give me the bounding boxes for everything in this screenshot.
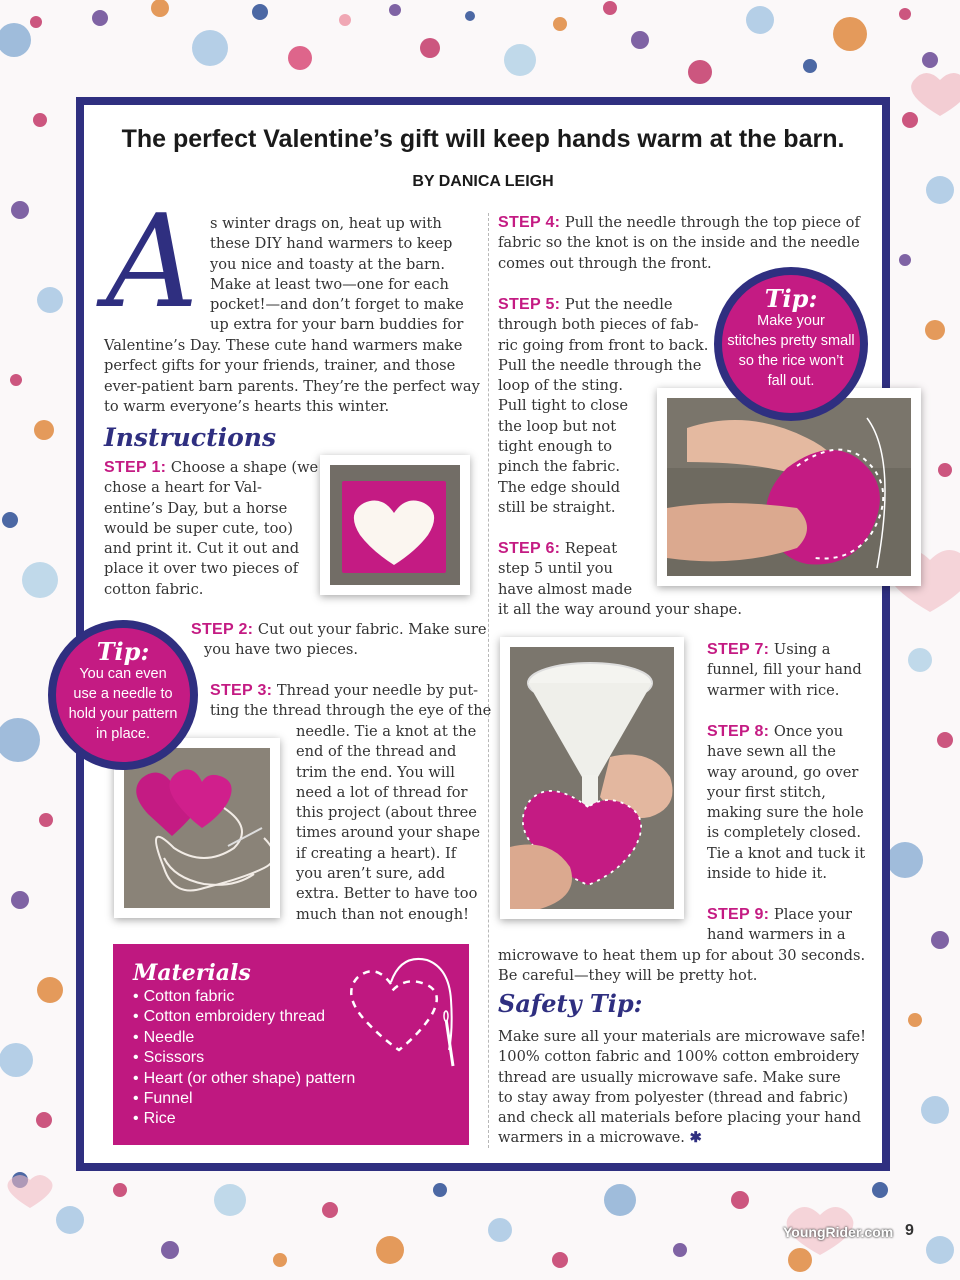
step-line: warmer with rice.	[707, 681, 840, 699]
step-line: place it over two pieces of	[104, 560, 299, 578]
step-line: have sewn all the	[707, 743, 836, 761]
intro-full	[104, 336, 480, 417]
step-line: the loop but not	[498, 417, 617, 435]
instructions-heading: Instructions	[104, 423, 277, 452]
step-line: step 5 until you	[498, 560, 613, 578]
tip-line: You can even	[79, 666, 167, 682]
step-line: you have two pieces.	[204, 641, 359, 659]
step-line: Tie a knot and tuck it	[707, 844, 866, 862]
step-line: Pull the needle through the top piece of	[564, 214, 860, 231]
intro-line: s winter drags on, heat up with	[210, 215, 442, 232]
intro-line: pocket!—and don’t forget to make	[210, 296, 464, 314]
tip-title: Tip:	[764, 284, 818, 313]
step-line: Place your	[773, 906, 852, 923]
list-item: • Cotton embroidery thread	[133, 1007, 355, 1027]
step-line: loop of the sting.	[498, 377, 623, 395]
list-item: • Rice	[133, 1109, 355, 1129]
tip-bubble-right	[714, 267, 868, 421]
step-line: microwave to heat them up for about 30 seconds.	[498, 947, 866, 964]
step-line: needle. Tie a knot at the	[296, 723, 477, 740]
step-2	[191, 620, 487, 661]
step-line: this project (about three	[296, 804, 477, 822]
step-line: your first stitch,	[707, 783, 826, 801]
list-item: • Funnel	[133, 1089, 355, 1109]
intro-indented	[210, 214, 464, 336]
safety-tip-heading: Safety Tip:	[498, 989, 643, 1018]
intro-line: up extra for your barn buddies for	[210, 316, 464, 334]
step-7-label: STEP 7:	[707, 641, 770, 658]
step-line: tight enough to	[498, 438, 613, 456]
step-line: ting the thread through the eye of the	[210, 702, 492, 720]
headline: The perfect Valentine’s gift will keep hands warm at the barn.	[121, 125, 845, 153]
step-line: Put the needle	[564, 296, 673, 313]
intro-line: Valentine’s Day. These cute hand warmers make	[104, 337, 463, 354]
footer-site: YoungRider.com	[783, 1224, 894, 1240]
step-9-body	[498, 946, 865, 987]
tip-line: use a needle to	[73, 686, 173, 702]
step-2-label: STEP 2:	[191, 621, 254, 638]
list-item: • Heart (or other shape) pattern	[133, 1069, 355, 1089]
page-number: 9	[905, 1222, 914, 1239]
step-line: hand warmers in a	[707, 926, 846, 944]
step-line: inside to hide it.	[707, 865, 827, 883]
step-line: need a lot of thread for	[296, 783, 468, 801]
end-mark-icon: ✱	[689, 1129, 702, 1147]
materials-heading: Materials	[133, 960, 251, 986]
tip-bubble-left	[48, 620, 198, 770]
intro-line: perfect gifts for your friends, trainer, and those	[104, 357, 456, 375]
step-line: Repeat	[564, 540, 618, 557]
safety-line: and check all materials before placing your hand	[498, 1109, 862, 1127]
step-6	[498, 539, 742, 620]
step-line: The edge should	[498, 478, 621, 496]
safety-line: Make sure all your materials are microwave safe!	[498, 1028, 867, 1045]
article-frame	[68, 97, 890, 1171]
safety-line: thread are usually microwave safe. Make sure	[498, 1068, 841, 1086]
tip-line: Make your	[757, 313, 825, 329]
step-line: Be careful—they will be pretty hot.	[498, 967, 758, 985]
step-line: Thread your needle by put-	[276, 682, 479, 699]
materials-list	[133, 987, 355, 1130]
step-line: Cut out your fabric. Make sure	[257, 621, 487, 638]
intro-line: you nice and toasty at the barn.	[210, 255, 446, 273]
step-1-label: STEP 1:	[104, 459, 167, 476]
step-line: times around your shape	[296, 824, 480, 842]
step-8	[707, 722, 865, 884]
step-line: much than not enough!	[296, 905, 469, 923]
needle-stitch-heart-icon	[345, 954, 465, 1072]
step-3-body	[296, 722, 480, 925]
photo-felt-heart	[320, 455, 470, 595]
step-7	[707, 640, 862, 701]
step-line: entine’s Day, but a horse	[104, 499, 288, 517]
intro-line: these DIY hand warmers to keep	[210, 235, 453, 253]
step-line: Once you	[773, 723, 844, 740]
step-line: cotton fabric.	[104, 580, 204, 598]
safety-line: warmers in a microwave.	[498, 1129, 685, 1147]
intro-line: to warm everyone’s hearts this winter.	[104, 397, 390, 415]
tip-line: fall out.	[767, 373, 815, 389]
step-line: it all the way around your shape.	[498, 600, 742, 618]
dropcap: A	[106, 188, 199, 337]
byline: BY DANICA LEIGH	[412, 173, 554, 190]
intro-line: ever-patient barn parents. They’re the perfect way	[104, 377, 480, 395]
step-line: Choose a shape (we	[170, 459, 319, 476]
step-line: extra. Better to have too	[296, 885, 478, 903]
tip-line: hold your pattern	[68, 706, 178, 722]
step-line: if creating a heart). If	[296, 844, 457, 862]
step-line: Pull the needle through the	[498, 356, 702, 374]
step-line: ric going from front to back.	[498, 336, 709, 354]
step-line: would be super cute, too)	[104, 519, 293, 537]
intro-line: Make at least two—one for each	[210, 275, 449, 293]
list-item: • Needle	[133, 1028, 355, 1048]
step-line: making sure the hole	[707, 804, 864, 822]
step-3-label: STEP 3:	[210, 682, 273, 699]
step-line: Pull tight to close	[498, 397, 629, 415]
step-line: funnel, fill your hand	[707, 661, 862, 679]
step-line: end of the thread and	[296, 743, 457, 761]
step-line: pinch the fabric.	[498, 458, 621, 476]
materials-box	[113, 944, 469, 1145]
felt-heart-image	[330, 465, 460, 585]
step-3-top	[210, 681, 491, 722]
step-line: chose a heart for Val-	[104, 479, 262, 497]
safety-line: to stay away from polyester (thread and fabric)	[498, 1088, 849, 1106]
funnel-image	[510, 647, 674, 909]
step-line: comes out through the front.	[498, 254, 712, 272]
photo-funnel	[500, 637, 684, 919]
step-line: fabric so the knot is on the inside and the needle	[498, 234, 860, 252]
safety-line: 100% cotton fabric and 100% cotton embroidery	[498, 1048, 860, 1066]
step-line: still be straight.	[498, 498, 616, 516]
step-line: Using a	[773, 641, 831, 658]
hearts-thread-image	[124, 748, 270, 908]
step-line: have almost made	[498, 580, 633, 598]
list-item: • Cotton fabric	[133, 987, 355, 1007]
step-line: trim the end. You will	[296, 763, 455, 781]
step-line: and print it. Cut it out and	[104, 540, 300, 558]
step-4-label: STEP 4:	[498, 214, 561, 231]
step-line: through both pieces of fab-	[498, 316, 699, 334]
step-line: way around, go over	[707, 763, 859, 781]
tip-line: stitches pretty small	[727, 333, 855, 349]
step-line: you aren’t sure, add	[296, 865, 446, 883]
list-item: • Scissors	[133, 1048, 355, 1068]
step-5-label: STEP 5:	[498, 296, 561, 313]
tip-title: Tip:	[96, 637, 150, 666]
step-8-label: STEP 8:	[707, 723, 770, 740]
tip-line: in place.	[95, 726, 150, 742]
step-4	[498, 213, 860, 274]
step-1	[104, 458, 318, 600]
step-9-top	[707, 905, 852, 946]
step-9-label: STEP 9:	[707, 906, 770, 923]
tip-line: so the rice won’t	[738, 353, 844, 369]
step-6-label: STEP 6:	[498, 540, 561, 557]
step-line: is completely closed.	[707, 824, 862, 842]
safety-tip-body	[498, 1027, 866, 1149]
